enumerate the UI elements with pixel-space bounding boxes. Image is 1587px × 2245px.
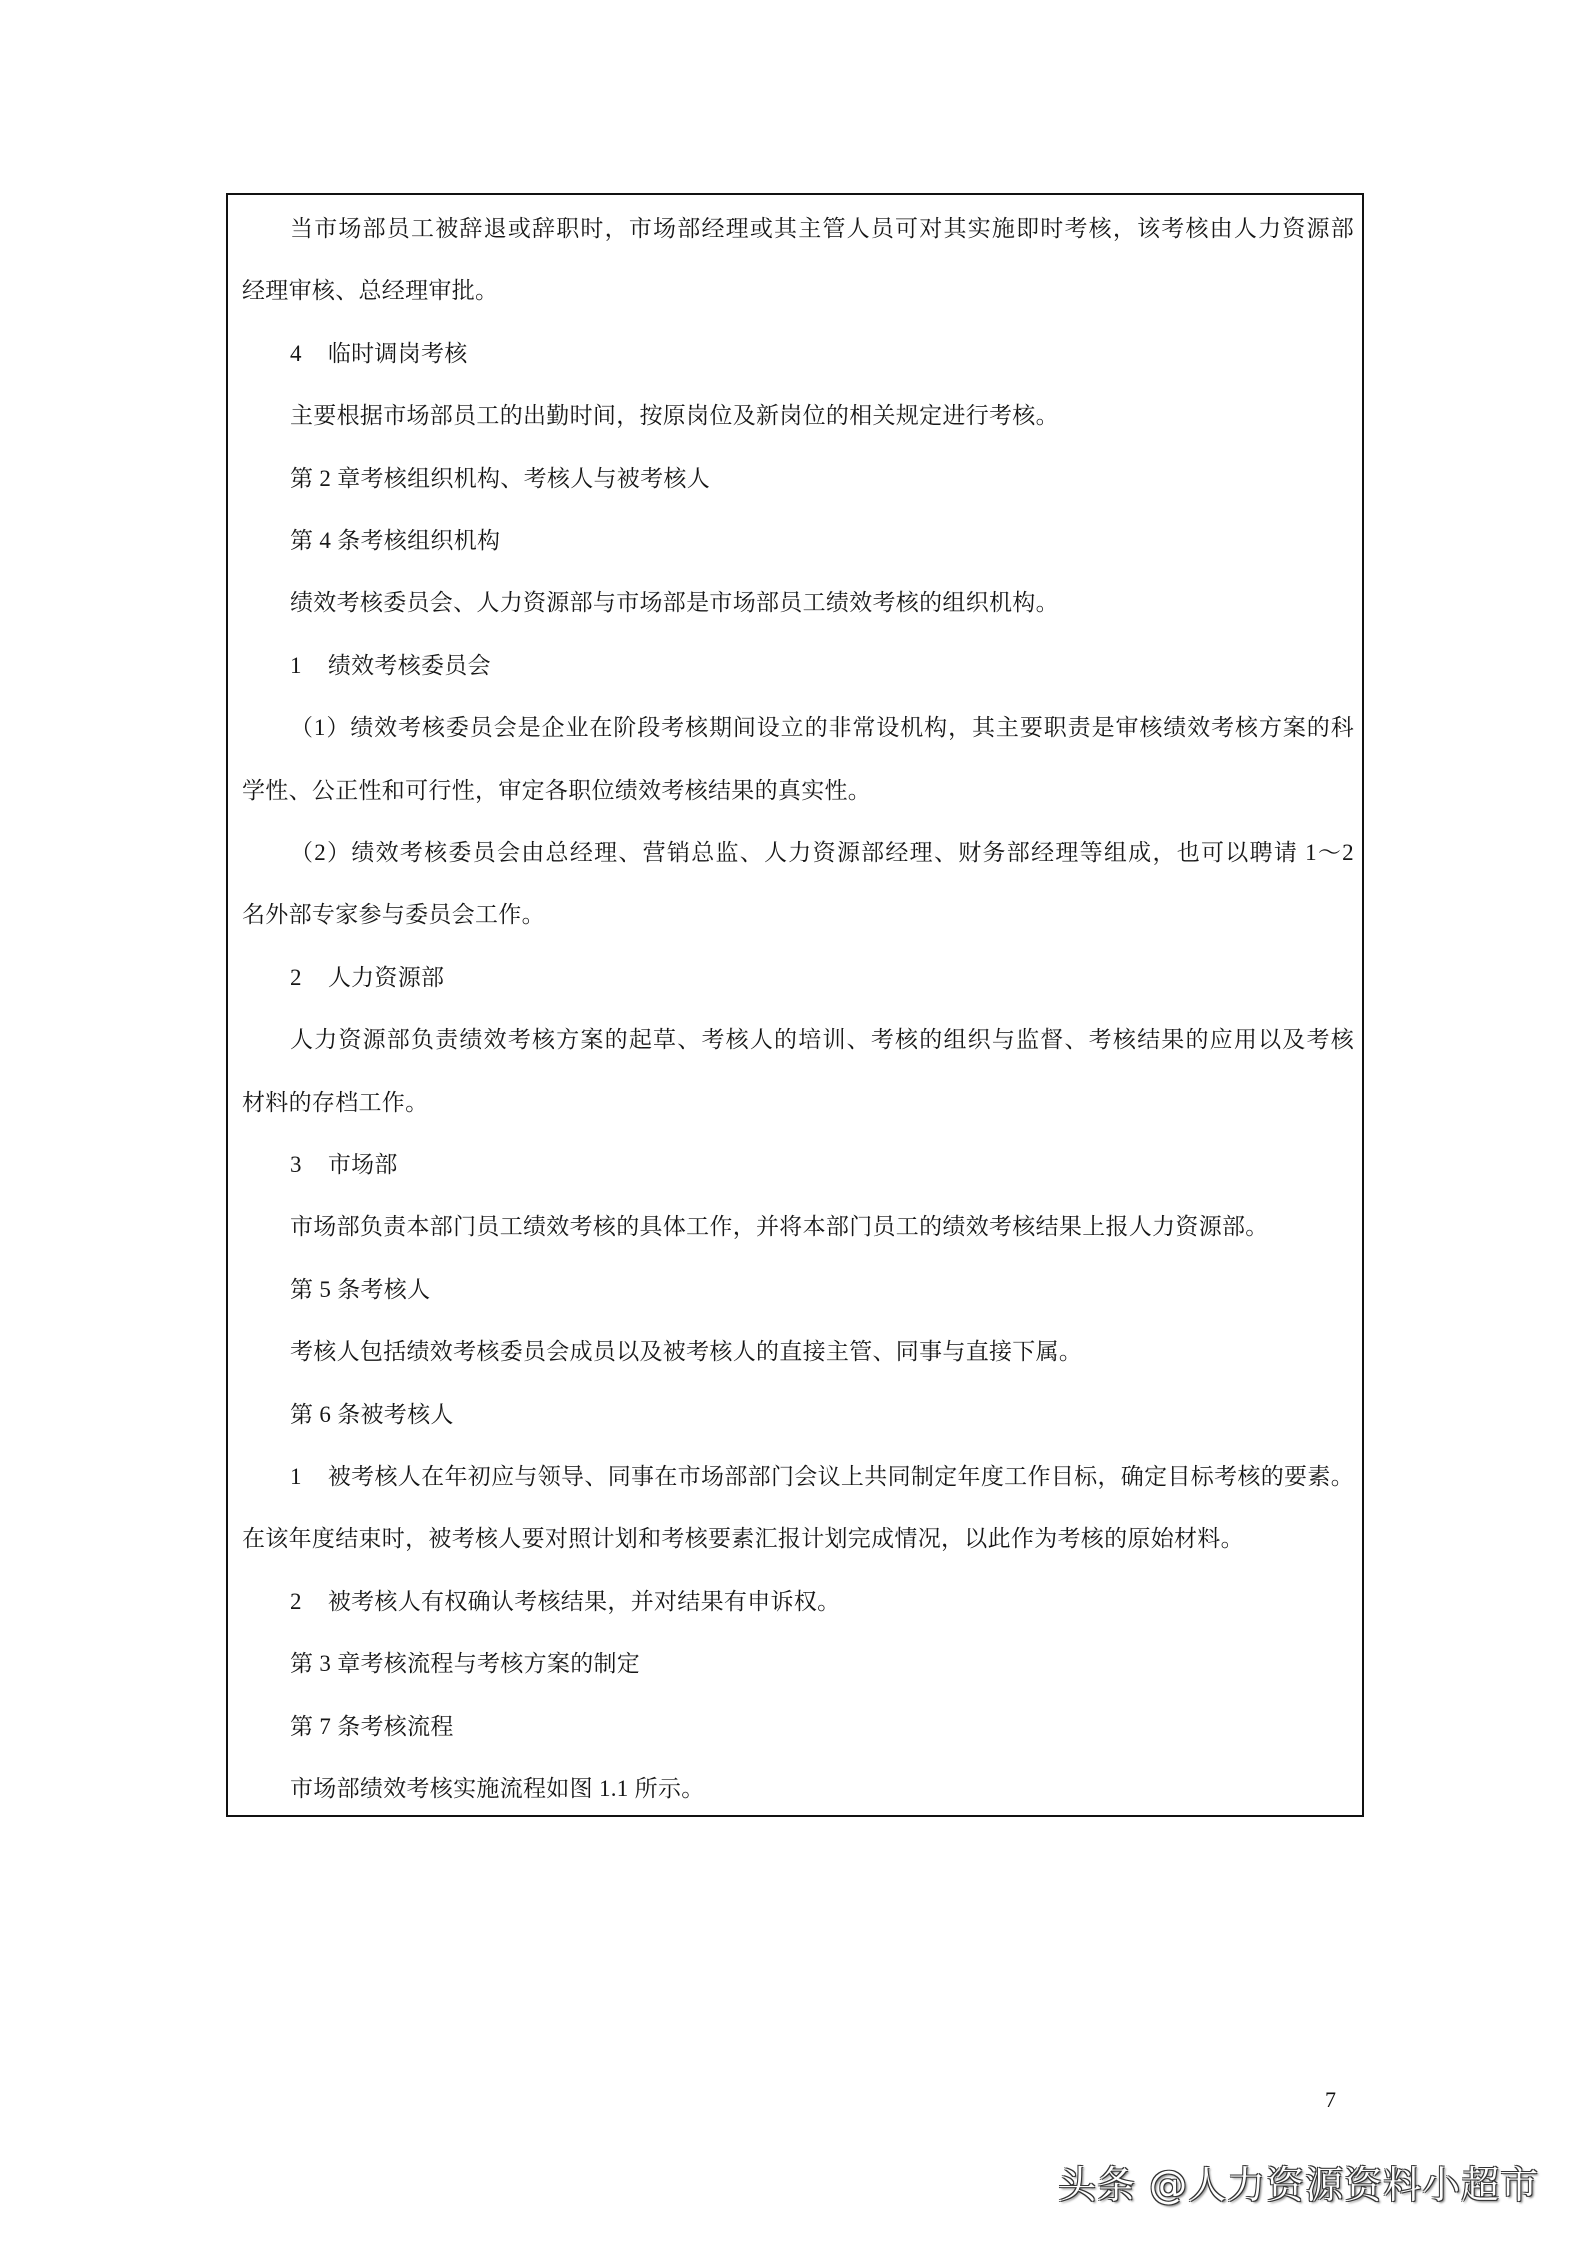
item-number: 2 — [290, 964, 302, 990]
paragraph-line: 第 7 条考核流程 — [290, 1713, 454, 1739]
paragraph-line: 市场部负责本部门员工绩效考核的具体工作，并将本部门员工的绩效考核结果上报人力资源部。 — [290, 1214, 1269, 1240]
item-text: 绩效考核委员会 — [327, 652, 491, 678]
paragraph-line — [290, 958, 1354, 998]
paragraph-line: （1）绩效考核委员会是企业在阶段考核期间设立的非常设机构，其主要职责是审核绩效考核方案的科 — [290, 715, 1354, 741]
paragraph-line — [290, 334, 1354, 374]
paragraph-line: 材料的存档工作。 — [242, 1089, 429, 1115]
paragraph-line: 考核人包括绩效考核委员会成员以及被考核人的直接主管、同事与直接下属。 — [290, 1339, 1083, 1365]
item-text: 被考核人在年初应与领导、同事在市场部部门会议上共同制定年度工作目标，确定目标考核的要素。 — [327, 1464, 1354, 1489]
paragraph-line: 第 6 条被考核人 — [290, 1401, 454, 1427]
item-text: 临时调岗考核 — [327, 340, 468, 366]
paragraph-line: 第 4 条考核组织机构 — [290, 528, 501, 553]
paragraph-line: 第 3 章考核流程与考核方案的制定 — [290, 1651, 641, 1677]
paragraph-line: 市场部绩效考核实施流程如图 1.1 所示。 — [290, 1776, 705, 1801]
paragraph-line: 主要根据市场部员工的出勤时间，按原岗位及新岗位的相关规定进行考核。 — [290, 403, 1059, 429]
page-number: 7 — [1325, 2087, 1336, 2112]
paragraph-line: （2）绩效考核委员会由总经理、营销总监、人力资源部经理、财务部经理等组成，也可以聘请 1～2 — [290, 840, 1354, 865]
content-frame — [226, 193, 1364, 1817]
paragraph-line — [290, 646, 1354, 686]
paragraph-line: 学性、公正性和可行性，审定各职位绩效考核结果的真实性。 — [242, 777, 872, 803]
paragraph-line: 人力资源部负责绩效考核方案的起草、考核人的培训、考核的组织与监督、考核结果的应用以及考核 — [290, 1027, 1354, 1053]
item-text: 被考核人有权确认考核结果，并对结果有申诉权。 — [327, 1588, 841, 1614]
watermark: 头条 @人力资源资料小超市 — [1058, 2163, 1540, 2207]
paragraph-line — [290, 1457, 1354, 1497]
paragraph-line: 第 5 条考核人 — [290, 1276, 431, 1302]
item-number: 3 — [290, 1152, 302, 1177]
paragraph-line — [290, 1145, 1354, 1185]
paragraph-line: 在该年度结束时，被考核人要对照计划和考核要素汇报计划完成情况，以此作为考核的原始材料。 — [242, 1526, 1244, 1552]
paragraph-line: 绩效考核委员会、人力资源部与市场部是市场部员工绩效考核的组织机构。 — [290, 590, 1059, 616]
paragraph-line — [290, 1582, 1354, 1622]
paragraph-line: 第 2 章考核组织机构、考核人与被考核人 — [290, 465, 710, 491]
item-number: 4 — [290, 340, 302, 366]
item-number: 1 — [290, 652, 302, 678]
item-number: 1 — [290, 1464, 302, 1489]
paragraph-line: 名外部专家参与委员会工作。 — [242, 902, 545, 928]
paragraph-line: 经理审核、总经理审批。 — [242, 278, 499, 304]
paragraph-line: 当市场部员工被辞退或辞职时，市场部经理或其主管人员可对其实施即时考核，该考核由人力资源部 — [290, 216, 1354, 241]
item-text: 市场部 — [327, 1152, 398, 1177]
item-number: 2 — [290, 1588, 302, 1614]
item-text: 人力资源部 — [327, 964, 445, 990]
